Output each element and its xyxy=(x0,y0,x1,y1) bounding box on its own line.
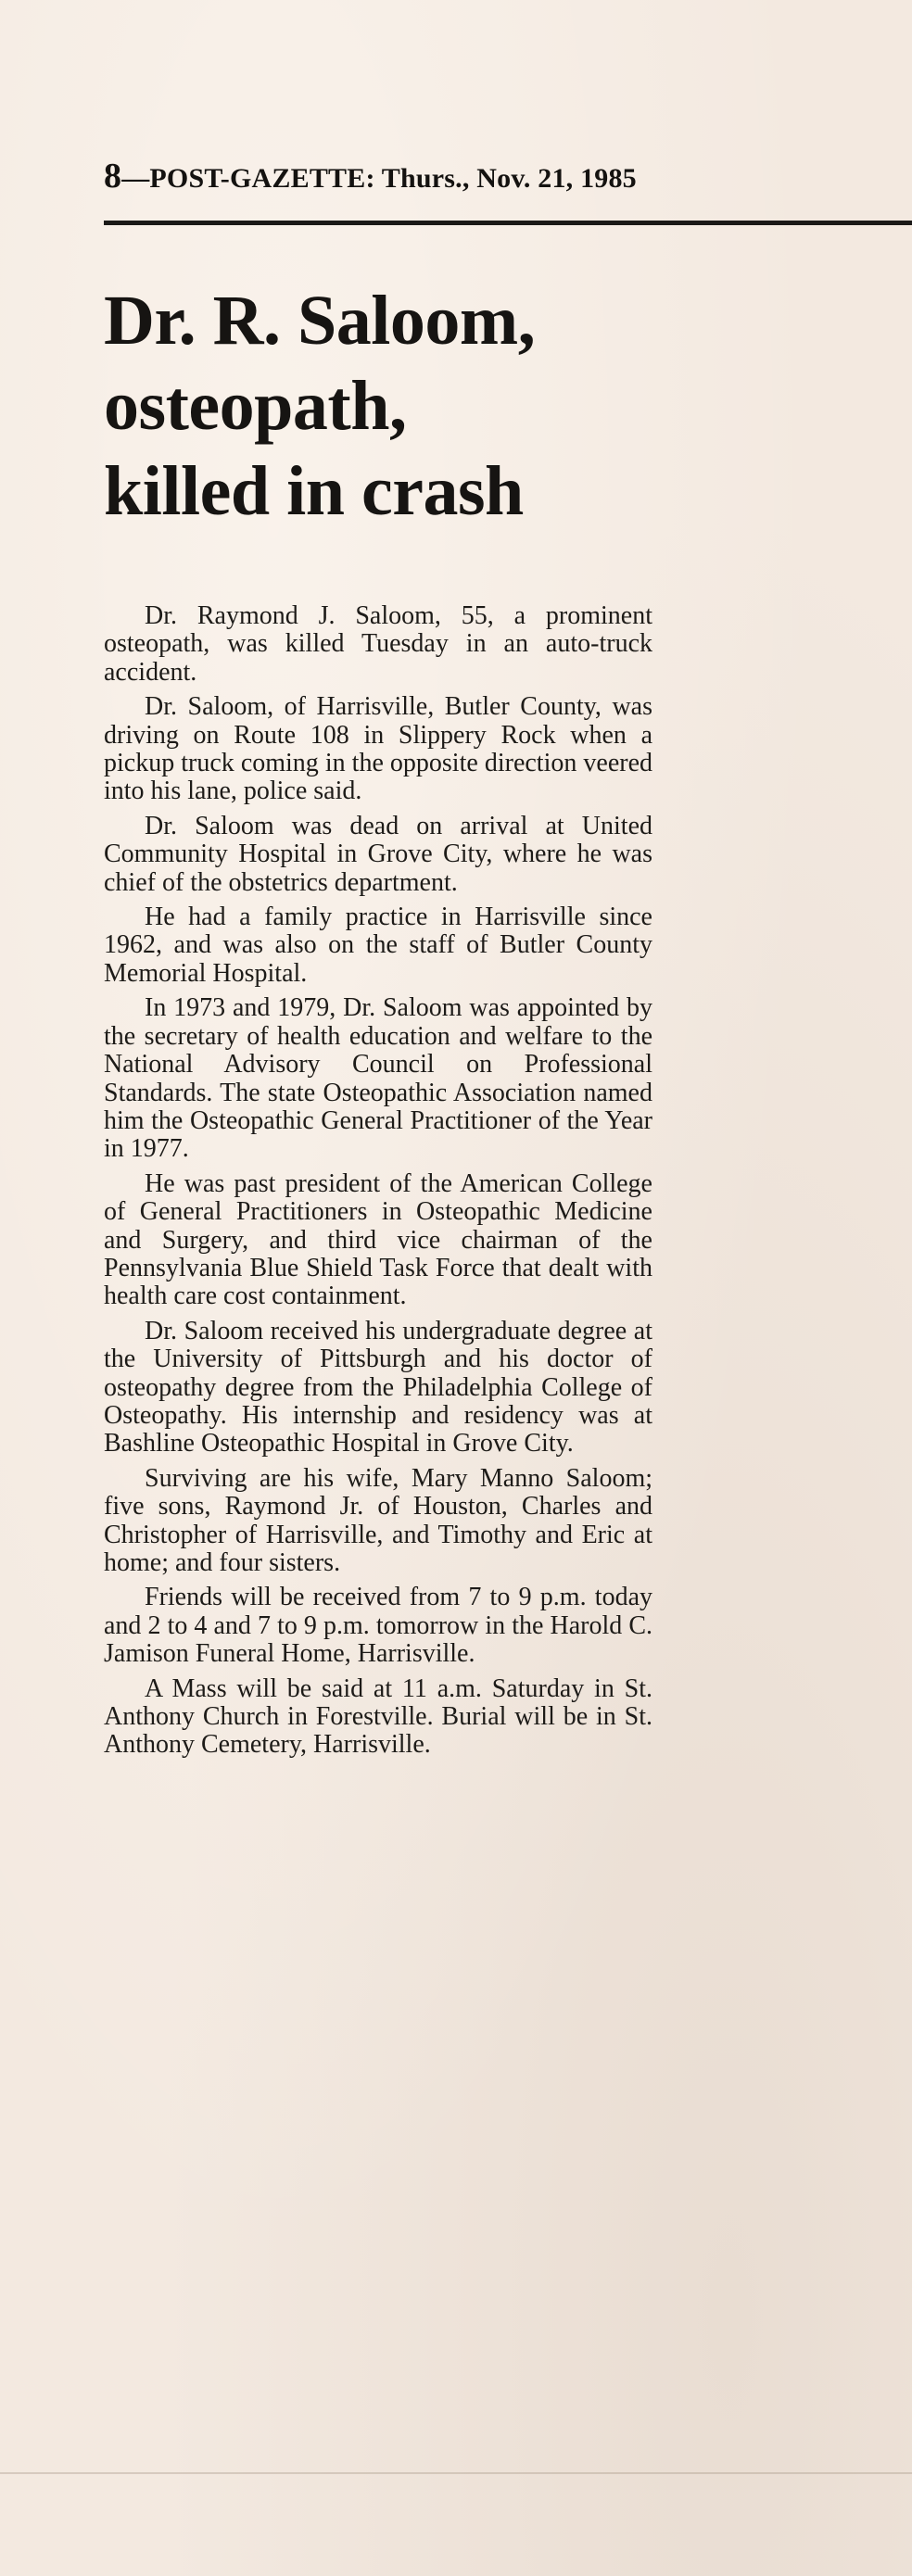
page-number: 8 xyxy=(104,157,122,196)
paragraph: A Mass will be said at 11 a.m. Saturday in St. Anthony Church in Forestville. Burial will be in St. Anthony Cemetery, Harrisville. xyxy=(104,1673,652,1760)
paragraph: In 1973 and 1979, Dr. Saloom was appointed by the secretary of health education and welfare to the National Advisory Council on Professional Standards. The state Osteopathic Association named him the Osteopathic General Practitioner of the Year in 1977. xyxy=(104,993,652,1164)
paragraph: Friends will be received from 7 to 9 p.m. today and 2 to 4 and 7 to 9 p.m. tomorrow in the Harold C. Jamison Funeral Home, Harrisville. xyxy=(104,1583,652,1669)
headline-line-2: osteopath, xyxy=(104,367,407,445)
paper-crease xyxy=(0,2472,912,2474)
paragraph: He was past president of the American College of General Practitioners in Osteopathic Medicine and Surgery, and third vice chairman of the Pennsylvania Blue Shield Task Force that dealt with health care cost containment. xyxy=(104,1168,652,1311)
paragraph: He had a family practice in Harrisville since 1962, and was also on the staff of Butler County Memorial Hospital. xyxy=(104,903,652,988)
paragraph: Dr. Saloom, of Harrisville, Butler County, was driving on Route 108 in Slippery Rock when a pickup truck coming in the opposite direction veered into his lane, police said. xyxy=(104,692,652,806)
paragraph: Dr. Raymond J. Saloom, 55, a prominent osteopath, was killed Tuesday in an auto-truck accident. xyxy=(104,601,652,687)
article-headline xyxy=(104,278,771,534)
headline-line-1: Dr. R. Saloom, xyxy=(104,282,536,360)
paragraph: Dr. Saloom received his undergraduate degree at the University of Pittsburgh and his doctor of osteopathy degree from the Philadelphia College of Osteopathy. His internship and residency was at Bashline Osteopathic Hospital in Grove City. xyxy=(104,1316,652,1458)
masthead-text: —POST-GAZETTE: Thurs., Nov. 21, 1985 xyxy=(121,163,637,194)
article-body xyxy=(104,602,652,1766)
paragraph: Dr. Saloom was dead on arrival at United Community Hospital in Grove City, where he was chief of the obstetrics department. xyxy=(104,811,652,897)
paragraph: Surviving are his wife, Mary Manno Saloom; five sons, Raymond Jr. of Houston, Charles and Christopher of Harrisville, and Timothy and Eric at home; and four sisters. xyxy=(104,1463,652,1577)
masthead xyxy=(104,156,875,202)
masthead-rule xyxy=(104,221,912,225)
headline-line-3: killed in crash xyxy=(104,452,524,530)
